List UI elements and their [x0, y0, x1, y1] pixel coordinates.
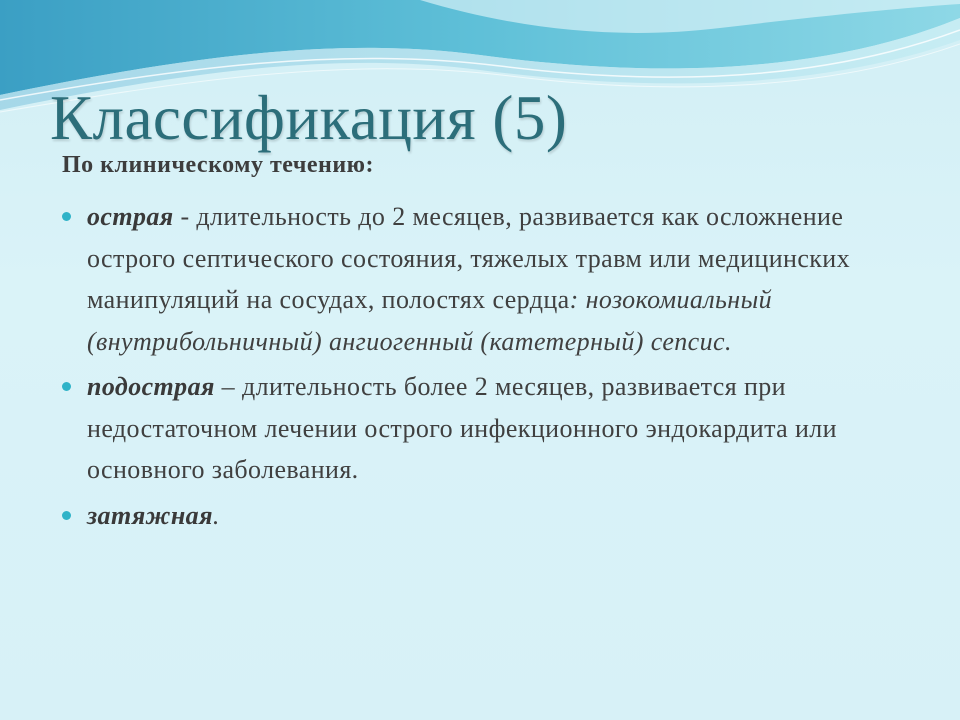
slide-title: Классификация (5): [50, 83, 568, 153]
item-colon: :: [569, 285, 579, 314]
bullet-icon: [62, 382, 71, 391]
list-item-protracted: [60, 495, 910, 537]
list-item-acute: [60, 196, 910, 362]
term-protracted: затяжная: [87, 500, 213, 530]
bullet-icon: [62, 511, 71, 520]
item-text: - длительность до 2 месяцев, развивается как осложнение острого септического состояния, тяжелых травм или медицинских манипуляций на сосудах, полостях сердца: [87, 202, 851, 314]
term-subacute: подострая: [87, 372, 215, 401]
item-end: .: [212, 500, 220, 530]
item-italic-tail: нозокомиальный (внутрибольничный) ангиогенный (катетерный) сепсис: [87, 285, 772, 356]
list-item-subacute: [60, 366, 910, 491]
bullet-icon: [62, 212, 71, 221]
term-acute: острая: [87, 202, 174, 231]
item-end: .: [724, 326, 732, 356]
item-text: – длительность более 2 месяцев, развивается при недостаточном лечении острого инфекционного эндокардита или основного заболевания.: [87, 372, 837, 484]
slide-subtitle: По клиническому течению:: [62, 152, 374, 178]
bullet-list: [60, 196, 910, 540]
